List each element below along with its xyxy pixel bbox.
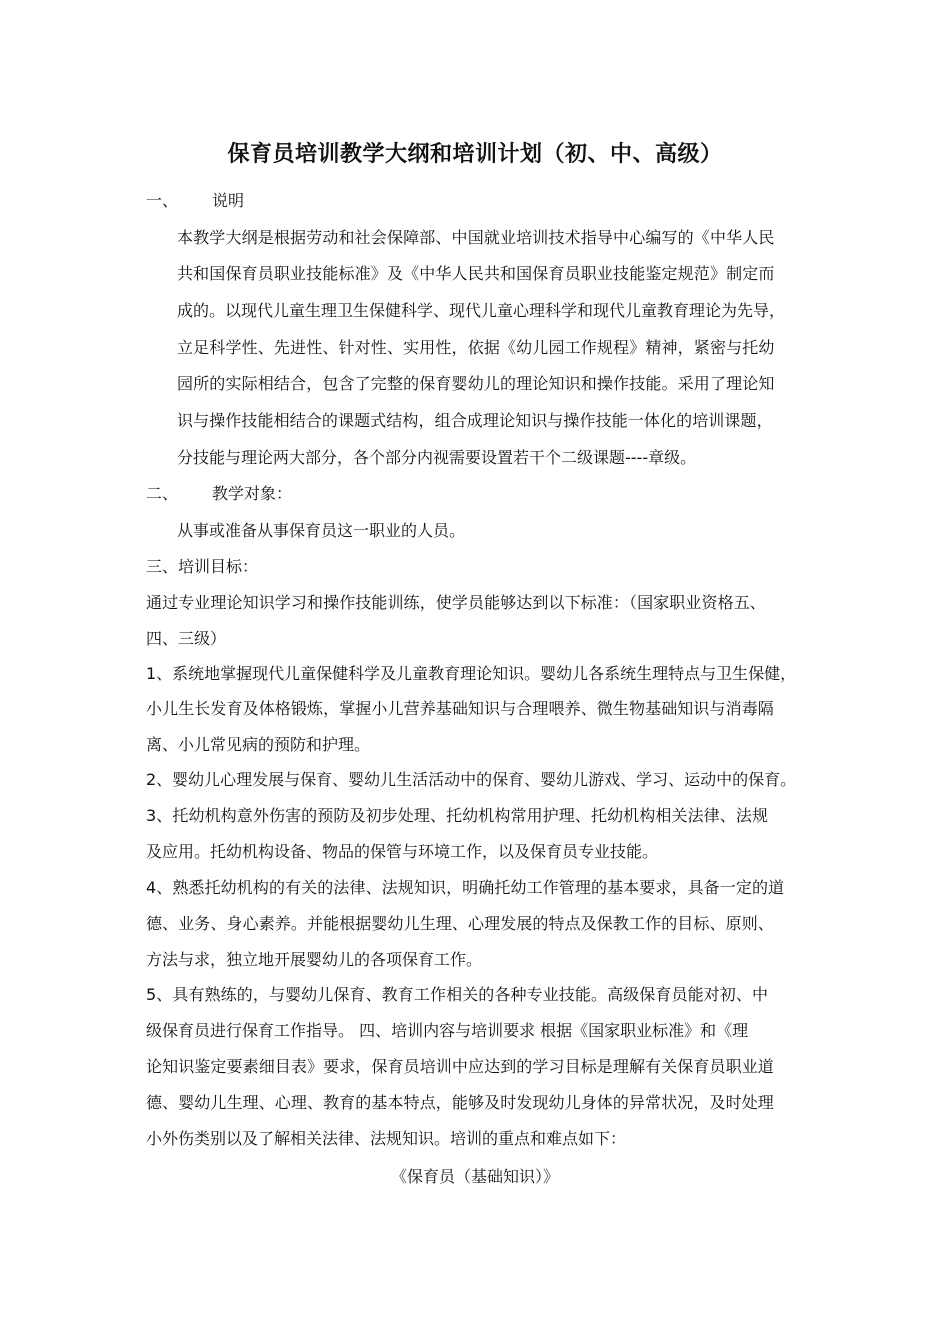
section-1-line-5: 园所的实际相结合，包含了完整的保育婴幼儿的理论知识和操作技能。采用了理论知 <box>177 374 775 393</box>
body-line-6: 2、婴幼儿心理发展与保育、婴幼儿生活活动中的保育、婴幼儿游戏、学习、运动中的保育。 <box>146 770 797 789</box>
body-line-8: 及应用。托幼机构设备、物品的保管与环境工作，以及保育员专业技能。 <box>146 842 659 861</box>
body-line-2: 四、三级） <box>146 629 227 648</box>
section-3-heading: 三、培训目标： <box>146 557 259 576</box>
body-line-10: 德、业务、身心素养。并能根据婴幼儿生理、心理发展的特点及保教工作的目标、原则、 <box>146 914 774 933</box>
body-line-12: 5、具有熟练的，与婴幼儿保育、教育工作相关的各种专业技能。高级保育员能对初、中 <box>146 985 769 1004</box>
body-line-3: 1、系统地掌握现代儿童保健科学及儿童教育理论知识。婴幼儿各系统生理特点与卫生保健， <box>146 664 797 683</box>
body-line-16: 小外伤类别以及了解相关法律、法规知识。培训的重点和难点如下： <box>146 1129 627 1148</box>
section-1-line-3: 成的。以现代儿童生理卫生保健科学、现代儿童心理科学和现代儿童教育理论为先导， <box>177 301 786 320</box>
body-line-5: 离、小儿常见病的预防和护理。 <box>146 735 371 754</box>
body-line-9: 4、熟悉托幼机构的有关的法律、法规知识，明确托幼工作管理的基本要求，具备一定的道 <box>146 878 785 897</box>
section-2-heading: 教学对象： <box>212 484 293 503</box>
section-1-line-4: 立足科学性、先进性、针对性、实用性，依据《幼儿园工作规程》精神，紧密与托幼 <box>177 338 775 357</box>
section-1-number: 一、 <box>146 191 179 210</box>
body-line-11: 方法与求，独立地开展婴幼儿的各项保育工作。 <box>146 950 483 969</box>
section-1-line-2: 共和国保育员职业技能标准》及《中华人民共和国保育员职业技能鉴定规范》制定而 <box>177 264 775 283</box>
section-1-line-1: 本教学大纲是根据劳动和社会保障部、中国就业培训技术指导中心编写的《中华人民 <box>177 228 775 247</box>
section-2-line: 从事或准备从事保育员这一职业的人员。 <box>177 521 466 540</box>
body-line-14: 论知识鉴定要素细目表》要求，保育员培训中应达到的学习目标是理解有关保育员职业道 <box>146 1057 774 1076</box>
body-line-1: 通过专业理论知识学习和操作技能训练，使学员能够达到以下标准：（国家职业资格五、 <box>146 593 766 612</box>
body-line-15: 德、婴幼儿生理、心理、教育的基本特点，能够及时发现幼儿身体的异常状况，及时处理 <box>146 1093 774 1112</box>
body-line-13: 级保育员进行保育工作指导。 四、培训内容与培训要求 根据《国家职业标准》和《理 <box>146 1021 749 1040</box>
document-title: 保育员培训教学大纲和培训计划（初、中、高级） <box>227 142 723 167</box>
section-2-number: 二、 <box>146 484 179 503</box>
section-1-heading: 说明 <box>212 191 245 210</box>
body-line-7: 3、托幼机构意外伤害的预防及初步处理、托幼机构常用护理、托幼机构相关法律、法规 <box>146 806 769 825</box>
section-1-line-7: 分技能与理论两大部分，各个部分内视需要设置若干个二级课题----章级。 <box>177 448 697 467</box>
book-title: 《保育员（基础知识）》 <box>390 1167 559 1186</box>
section-1-line-6: 识与操作技能相结合的课题式结构，组合成理论知识与操作技能一体化的培训课题， <box>177 411 773 430</box>
body-line-4: 小儿生长发育及体格锻炼，掌握小儿营养基础知识与合理喂养、微生物基础知识与消毒隔 <box>146 699 774 718</box>
